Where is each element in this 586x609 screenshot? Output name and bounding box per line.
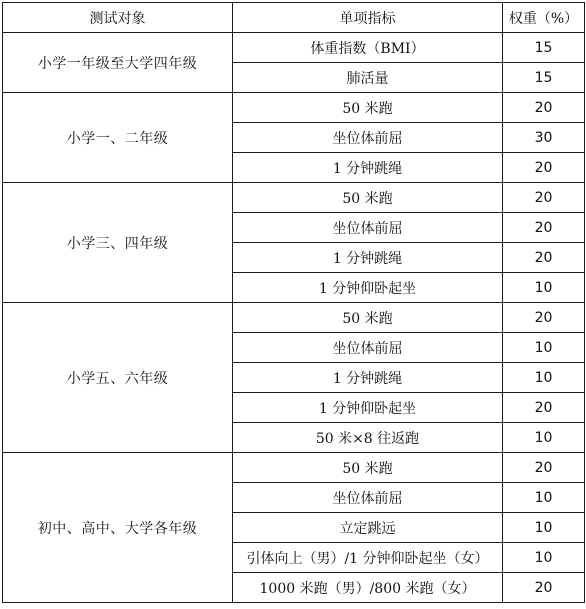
- table-row: [3, 453, 585, 483]
- weights-table: [2, 2, 585, 603]
- indicator-cell: 1000 米跑（男）/800 米跑（女）: [233, 573, 503, 603]
- indicator-cell: 肺活量: [233, 63, 503, 93]
- weight-cell: 10: [503, 543, 585, 573]
- weight-cell: 10: [503, 423, 585, 453]
- group-label: 小学三、四年级: [3, 183, 233, 303]
- weight-cell: 15: [503, 33, 585, 63]
- header-row: [3, 3, 585, 33]
- weight-cell: 20: [503, 213, 585, 243]
- group-label: 初中、高中、大学各年级: [3, 453, 233, 603]
- indicator-cell: 50 米跑: [233, 183, 503, 213]
- indicator-cell: 坐位体前屈: [233, 213, 503, 243]
- table-row: [3, 93, 585, 123]
- indicator-cell: 50 米跑: [233, 303, 503, 333]
- weight-cell: 20: [503, 183, 585, 213]
- header-test-subject: 测试对象: [3, 3, 233, 33]
- indicator-cell: 坐位体前屈: [233, 123, 503, 153]
- weight-cell: 20: [503, 393, 585, 423]
- weight-cell: 20: [503, 153, 585, 183]
- indicator-cell: 立定跳远: [233, 513, 503, 543]
- weight-cell: 10: [503, 513, 585, 543]
- indicator-cell: 1 分钟跳绳: [233, 363, 503, 393]
- indicator-cell: 1 分钟跳绳: [233, 243, 503, 273]
- group-label: 小学五、六年级: [3, 303, 233, 453]
- weight-cell: 20: [503, 303, 585, 333]
- table-row: [3, 33, 585, 63]
- indicator-cell: 1 分钟跳绳: [233, 153, 503, 183]
- group-label: 小学一、二年级: [3, 93, 233, 183]
- header-indicator: 单项指标: [233, 3, 503, 33]
- weight-cell: 15: [503, 63, 585, 93]
- indicator-cell: 1 分钟仰卧起坐: [233, 393, 503, 423]
- indicator-cell: 1 分钟仰卧起坐: [233, 273, 503, 303]
- table-row: [3, 303, 585, 333]
- weight-cell: 20: [503, 93, 585, 123]
- table-row: [3, 183, 585, 213]
- indicator-cell: 50 米跑: [233, 93, 503, 123]
- indicator-cell: 坐位体前屈: [233, 333, 503, 363]
- group-label: 小学一年级至大学四年级: [3, 33, 233, 93]
- weight-cell: 10: [503, 363, 585, 393]
- indicator-cell: 50 米跑: [233, 453, 503, 483]
- weight-cell: 30: [503, 123, 585, 153]
- weight-cell: 20: [503, 573, 585, 603]
- table-body: [3, 33, 585, 603]
- weight-cell: 10: [503, 273, 585, 303]
- weight-cell: 10: [503, 333, 585, 363]
- weight-cell: 10: [503, 483, 585, 513]
- weight-cell: 20: [503, 453, 585, 483]
- weight-cell: 20: [503, 243, 585, 273]
- indicator-cell: 50 米×8 往返跑: [233, 423, 503, 453]
- header-weight: 权重（%）: [503, 3, 585, 33]
- table-header: [3, 3, 585, 33]
- indicator-cell: 体重指数（BMI）: [233, 33, 503, 63]
- indicator-cell: 坐位体前屈: [233, 483, 503, 513]
- indicator-cell: 引体向上（男）/1 分钟仰卧起坐（女）: [233, 543, 503, 573]
